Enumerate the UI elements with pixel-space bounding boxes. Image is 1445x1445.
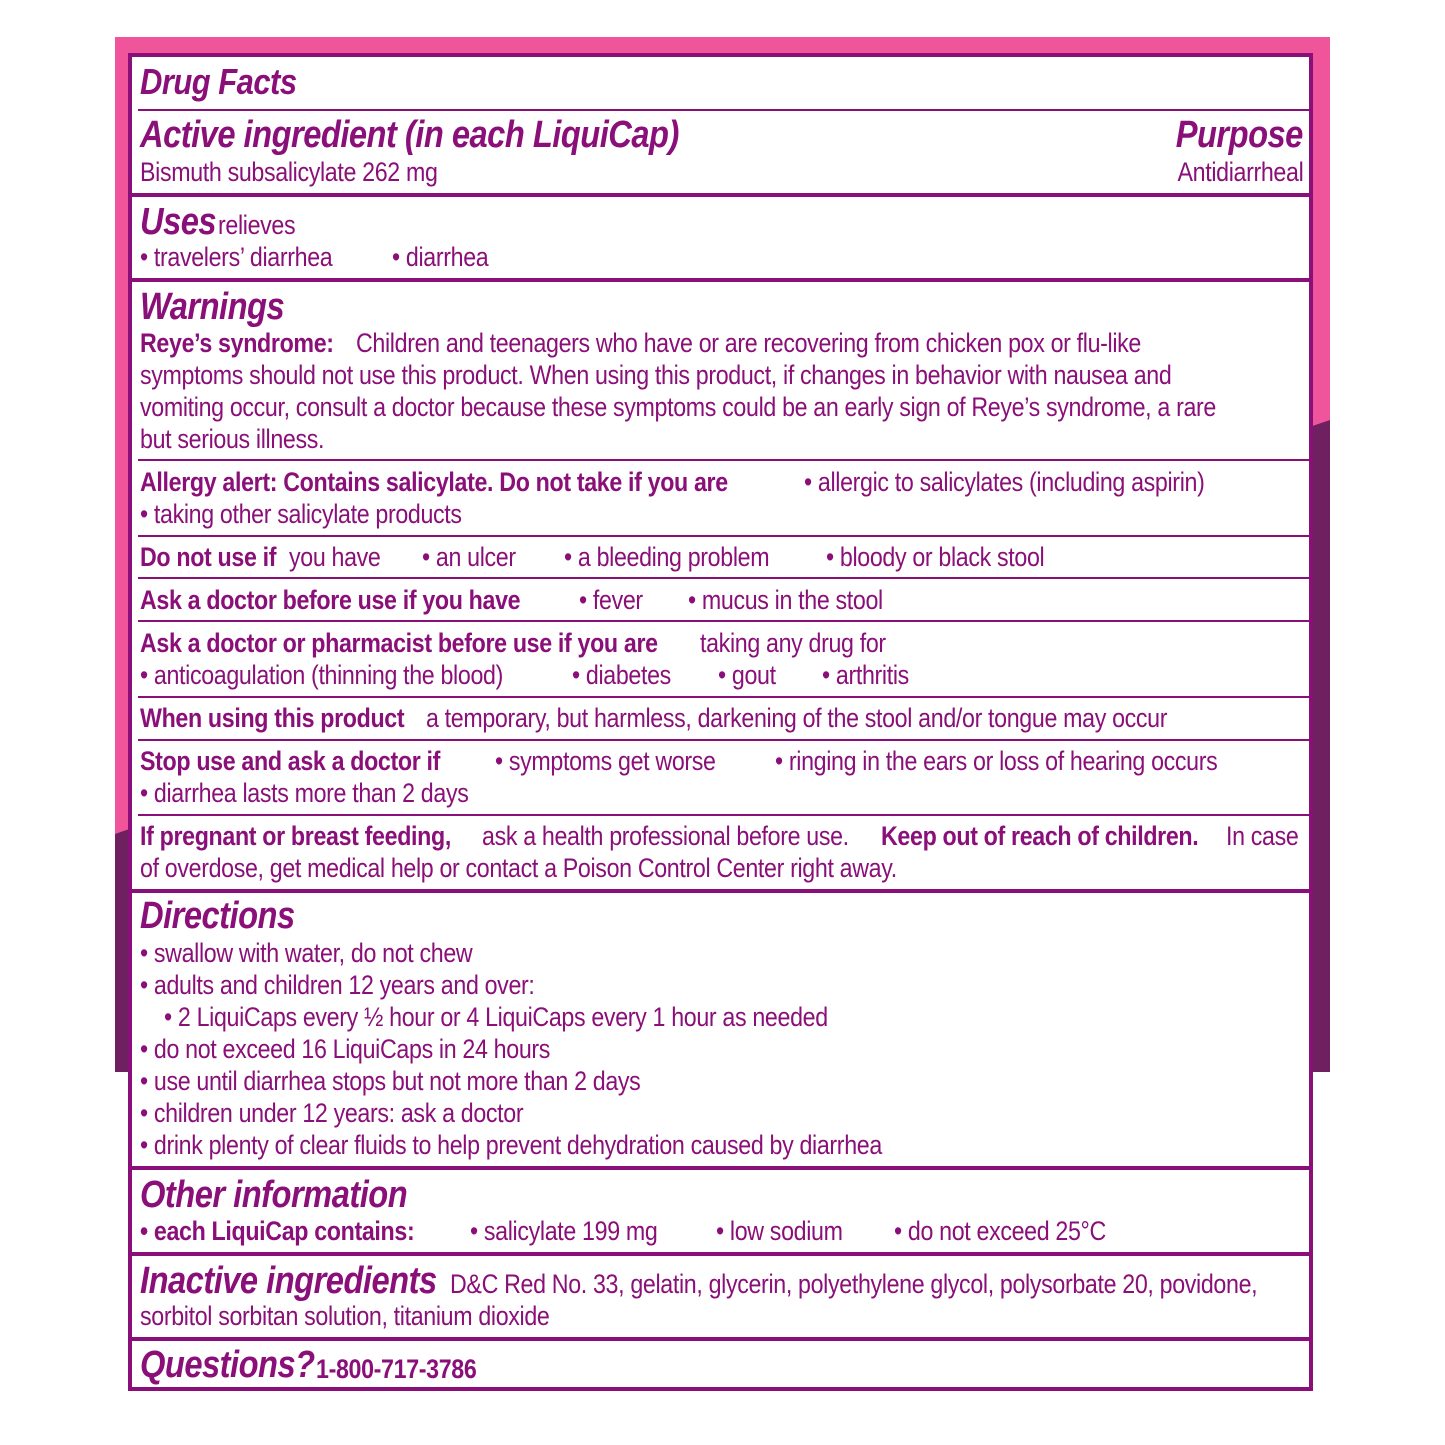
purpose-heading: Purpose — [1175, 114, 1303, 156]
divider — [138, 535, 1309, 537]
ask-pharmacist-item: • gout — [718, 660, 776, 690]
stop-use-label: Stop use and ask a doctor if — [140, 746, 441, 776]
section-divider — [132, 1252, 1309, 1256]
ask-pharmacist-item: • arthritis — [822, 660, 909, 690]
section-divider — [132, 1166, 1309, 1170]
do-not-use-item: • a bleeding problem — [564, 542, 770, 572]
overdose-text: of overdose, get medical help or contact a Poison Control Center right away. — [140, 853, 897, 883]
divider — [138, 814, 1309, 816]
divider — [138, 620, 1309, 622]
divider — [138, 577, 1309, 579]
directions-subitem: • 2 LiquiCaps every ½ hour or 4 LiquiCaps every 1 hour as needed — [164, 1002, 828, 1032]
section-divider — [132, 278, 1309, 282]
ask-doctor-label: Ask a doctor before use if you have — [140, 585, 521, 615]
directions-item: • use until diarrhea stops but not more than 2 days — [140, 1066, 641, 1096]
directions-item: • do not exceed 16 LiquiCaps in 24 hours — [140, 1034, 551, 1064]
pregnant-label: If pregnant or breast feeding, — [140, 821, 451, 851]
warnings-heading: Warnings — [140, 286, 285, 328]
divider — [138, 696, 1309, 698]
uses-intro: relieves — [218, 210, 296, 240]
keep-out-label: Keep out of reach of children. — [881, 821, 1199, 851]
allergy-item: • taking other salicylate products — [140, 499, 462, 529]
purpose-text: Antidiarrheal — [1177, 157, 1303, 187]
when-using-label: When using this product — [140, 703, 405, 733]
directions-item: • drink plenty of clear fluids to help prevent dehydration caused by diarrhea — [140, 1130, 882, 1160]
directions-item: • swallow with water, do not chew — [140, 938, 473, 968]
divider — [138, 739, 1309, 741]
ask-doctor-item: • fever — [579, 585, 643, 615]
other-information-label: • each LiquiCap contains: — [140, 1216, 415, 1246]
drug-facts-panel — [128, 53, 1313, 1391]
divider — [138, 109, 1309, 111]
inactive-ingredients-heading: Inactive ingredients — [140, 1260, 437, 1302]
other-information-item: • salicylate 199 mg — [470, 1216, 658, 1246]
stop-use-item: • ringing in the ears or loss of hearing occurs — [775, 746, 1218, 776]
ask-pharmacist-label: Ask a doctor or pharmacist before use if you are — [140, 628, 658, 658]
keep-out-text: In case — [1226, 821, 1299, 851]
inactive-ingredients-text: sorbitol sorbitan solution, titanium dioxide — [140, 1301, 550, 1331]
other-information-item: • do not exceed 25°C — [894, 1216, 1106, 1246]
questions-heading: Questions? — [140, 1344, 315, 1386]
reye-text-line: vomiting occur, consult a doctor because these symptoms could be an early sign of Reye’s syndrome, a rare — [140, 392, 1216, 422]
inactive-ingredients-text: D&C Red No. 33, gelatin, glycerin, polyethylene glycol, polysorbate 20, povidone, — [450, 1269, 1258, 1299]
uses-heading: Uses — [140, 201, 217, 243]
pregnant-text: ask a health professional before use. — [482, 821, 849, 851]
section-divider — [132, 1337, 1309, 1341]
directions-heading: Directions — [140, 895, 295, 937]
stop-use-item: • diarrhea lasts more than 2 days — [140, 778, 469, 808]
reye-text-line: Children and teenagers who have or are recovering from chicken pox or flu-like — [356, 328, 1142, 358]
reye-text-line: symptoms should not use this product. When using this product, if changes in behavior with nausea and — [140, 360, 1172, 390]
directions-item: • children under 12 years: ask a doctor — [140, 1098, 524, 1128]
uses-item: • travelers’ diarrhea — [140, 242, 333, 272]
directions-item: • adults and children 12 years and over: — [140, 970, 535, 1000]
divider — [138, 459, 1309, 461]
do-not-use-intro: you have — [289, 542, 381, 572]
drug-facts-title: Drug Facts — [140, 61, 297, 102]
ask-pharmacist-intro: taking any drug for — [700, 628, 886, 658]
active-ingredient-heading: Active ingredient (in each LiquiCap) — [140, 114, 679, 156]
reye-text-line: but serious illness. — [140, 424, 325, 454]
ask-pharmacist-item: • anticoagulation (thinning the blood) — [140, 660, 503, 690]
active-ingredient-text: Bismuth subsalicylate 262 mg — [140, 157, 438, 187]
other-information-item: • low sodium — [716, 1216, 843, 1246]
section-divider — [132, 193, 1309, 197]
section-divider — [132, 889, 1309, 893]
do-not-use-label: Do not use if — [140, 542, 277, 572]
questions-phone: 1-800-717-3786 — [316, 1354, 477, 1384]
allergy-label: Allergy alert: Contains salicylate. Do not take if you are — [140, 467, 728, 497]
uses-item: • diarrhea — [392, 242, 489, 272]
ask-doctor-item: • mucus in the stool — [688, 585, 883, 615]
stop-use-item: • symptoms get worse — [495, 746, 716, 776]
other-information-heading: Other information — [140, 1174, 408, 1216]
when-using-text: a temporary, but harmless, darkening of the stool and/or tongue may occur — [426, 703, 1168, 733]
do-not-use-item: • an ulcer — [422, 542, 516, 572]
allergy-item: • allergic to salicylates (including aspirin) — [804, 467, 1205, 497]
ask-pharmacist-item: • diabetes — [572, 660, 671, 690]
reye-label: Reye’s syndrome: — [140, 328, 334, 358]
do-not-use-item: • bloody or black stool — [826, 542, 1045, 572]
